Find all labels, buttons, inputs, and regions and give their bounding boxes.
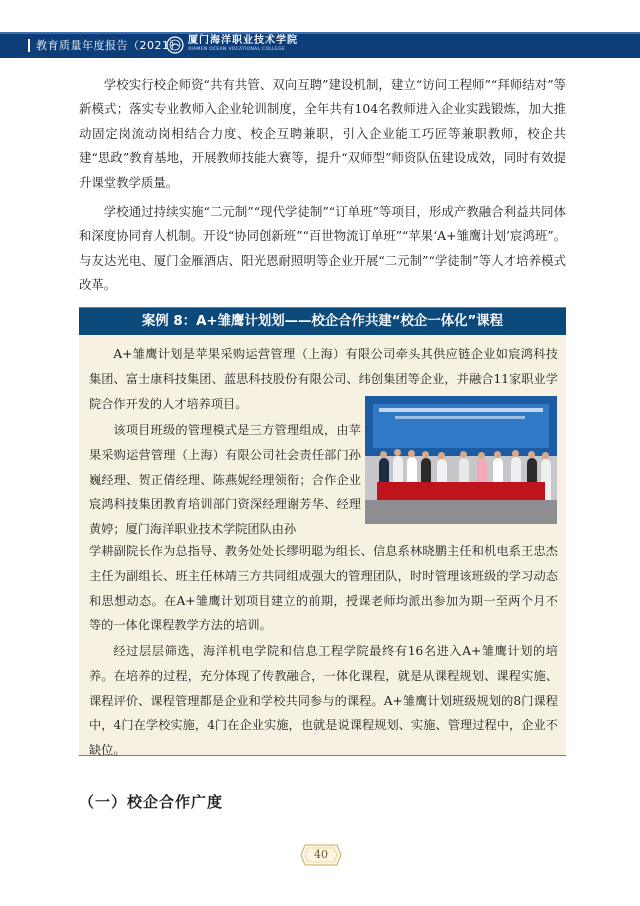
school-name: 厦门海洋职业技术学院: [188, 35, 298, 46]
page-number-badge: [299, 842, 343, 868]
case-title: 案例 8：A+雏鹰计划划——校企合作共建“校企一体化”课程: [141, 314, 504, 329]
body-paragraph-1: 学校实行校企师资“共有共管、双向互聘”建设机制，建立“访问工程师”“拜师结对”等新模式；落实专业教师入企业轮训制度，全年共有104名教师进入企业实践锻炼，加大推动固定岗流动岗相结合力度、校企互聘兼职，引入企业能工巧匠等兼职教师，校企共建“思政”教育基地，开展教师技能大赛等，提升“双师型”师资队伍建设成效，同时有效提升课堂教学质量。: [79, 77, 566, 190]
section-heading: （一）校企合作广度: [79, 793, 224, 811]
page-header: [0, 0, 640, 58]
case-study-box: [79, 307, 566, 756]
body-paragraph-2: 学校通过持续实施“二元制”“现代学徒制”“订单班”等项目，形成产教融合利益共同体和深度协同育人机制。开设“协同创新班”“百世物流订单班”“苹果‘A+雏鹰计划’宸鸿班”。与友达光电、厦门金雁酒店、阳光恩耐照明等企业开展“二元制”“学徒制”等人才培养模式改革。: [79, 204, 566, 293]
header-divider: [28, 39, 30, 52]
report-title: 教育质量年度报告（2021）: [36, 39, 181, 52]
case-paragraph-2: 该项目班级的管理模式是三方管理组成，由苹果采购运营管理（上海）有限公司社会责任部门孙巍经理、贺正倩经理、陈燕妮经理领衔；合作企业宸鸿科技集团教育培训部门资深经理谢芳华、经理黄婷；厦门海洋职业技术学院团队由孙: [89, 423, 361, 537]
school-name-en: XIAMEN OCEAN VOCATIONAL COLLEGE: [188, 47, 285, 52]
school-logo-icon: [166, 36, 184, 54]
page-number: 40: [314, 848, 328, 861]
case-paragraph-3: 学耕副院长作为总指导、教务处处长缪明聪为组长、信息系林晓鹏主任和机电系王忠杰主任为副组长、班主任林靖三方共同组成强大的管理团队，时时管理该班级的学习动态和思想动态。在A+雏鹰计划项目建立的前期，授课老师均派出参加为期一至两个月不等的一体化课程教学方法的培训。: [89, 544, 558, 633]
case-paragraph-1: A+雏鹰计划是苹果采购运营管理（上海）有限公司牵头其供应链企业如宸鸿科技集团、富士康科技集团、蓝思科技股份有限公司、纬创集团等企业，并融合11家职业学院合作开发的人才培养项目。: [89, 347, 558, 411]
signing-ceremony-photo: [365, 396, 557, 524]
case-paragraph-4: 经过层层筛选，海洋机电学院和信息工程学院最终有16名进入A+雏鹰计划的培养。在培养的过程，充分体现了传教融合，一体化课程，就是从课程规划、课程实施、课程评价、课程管理都是企业和学校共同参与的课程。A+雏鹰计划班级规划的8门课程中，4门在学校实施，4门在企业实施，也就是说课程规划、实施、管理过程中，企业不缺位。: [89, 644, 558, 758]
